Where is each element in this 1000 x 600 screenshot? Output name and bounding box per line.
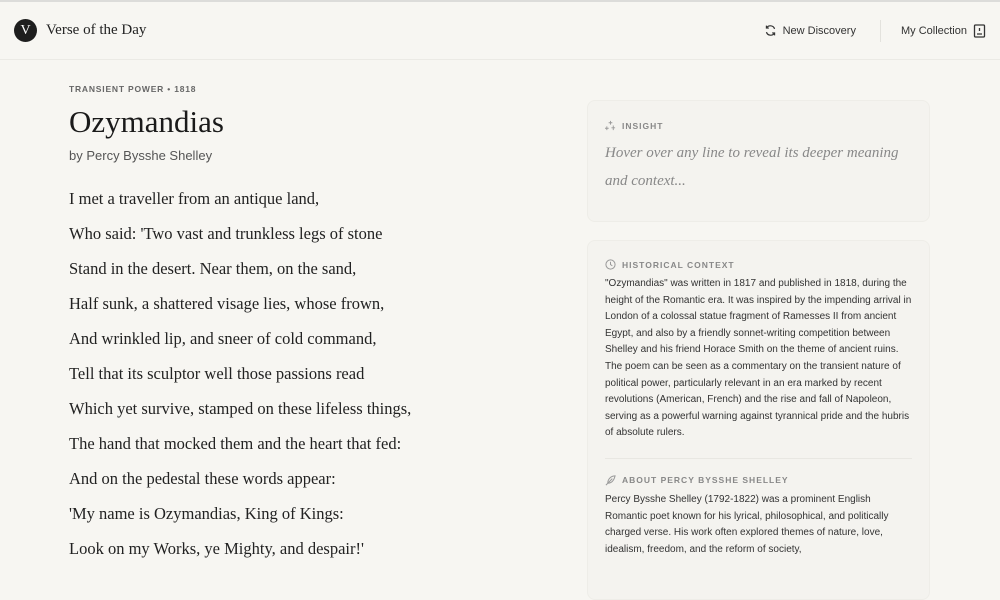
book-icon: [973, 24, 986, 38]
clock-icon: [605, 259, 616, 270]
my-collection-button[interactable]: [901, 24, 986, 38]
poem-theme-year: TRANSIENT POWER • 1818: [69, 84, 197, 94]
divider: [880, 20, 881, 42]
poem-line[interactable]: The hand that mocked them and the heart that fed:: [69, 434, 402, 453]
refresh-icon: [764, 24, 777, 37]
insight-hint: Hover over any line to reveal its deeper meaning and context...: [605, 145, 899, 189]
new-discovery-button[interactable]: [764, 24, 856, 37]
app-title[interactable]: Verse of the Day: [46, 22, 147, 38]
historical-context-label: HISTORICAL CONTEXT: [622, 259, 735, 270]
poem-title: Ozymandias: [69, 104, 224, 139]
about-author-text: Percy Bysshe Shelley (1792-1822) was a prominent English Romantic poet known for his lyrical, philosophical, and politically charged verse. His work often explored themes of nature, love, idealism, freedom, and the reform of society,: [605, 493, 889, 555]
insight-card: [587, 100, 930, 222]
poem-line[interactable]: And on the pedestal these words appear:: [69, 469, 336, 488]
about-author-label: ABOUT PERCY BYSSHE SHELLEY: [622, 475, 789, 486]
historical-context-text: "Ozymandias" was written in 1817 and published in 1818, during the height of the Romantic era. It was inspired by the impending arrival in London of a colossal statue fragment of Ramesses II from ancient Egypt, and also by a friendly sonnet-writing competition between Shelley and his friend Horace Smith on the theme of ancient ruins. The poem can be seen as a commentary on the transient nature of political power, particularly relevant in an era marked by recent revolutions (American, French) and the rise and fall of Napoleon, serving as a powerful warning against tyrannical pride and the hubris of absolute rulers.: [605, 278, 912, 439]
poem-line[interactable]: Look on my Works, ye Mighty, and despair!': [69, 539, 364, 558]
poem-line[interactable]: Who said: 'Two vast and trunkless legs of stone: [69, 224, 383, 243]
poem-lines: [69, 189, 549, 574]
insight-label: INSIGHT: [622, 120, 664, 131]
sparkle-icon: [605, 120, 616, 131]
my-collection-label: My Collection: [900, 24, 967, 37]
poem-line[interactable]: Stand in the desert. Near them, on the sand,: [69, 259, 357, 278]
app-header: [0, 2, 1000, 60]
poem-line[interactable]: Which yet survive, stamped on these lifeless things,: [69, 399, 412, 418]
poem-section: [69, 84, 549, 574]
feather-icon: [605, 475, 616, 486]
divider: [605, 458, 912, 459]
poem-line[interactable]: 'My name is Ozymandias, King of Kings:: [69, 504, 344, 523]
poem-author: by Percy Bysshe Shelley: [69, 148, 213, 163]
poem-line[interactable]: And wrinkled lip, and sneer of cold command,: [69, 329, 377, 348]
context-card: [587, 240, 930, 600]
poem-line[interactable]: Half sunk, a shattered visage lies, whose frown,: [69, 294, 385, 313]
logo[interactable]: V: [14, 19, 37, 42]
new-discovery-label: New Discovery: [782, 24, 856, 37]
poem-line[interactable]: I met a traveller from an antique land,: [69, 189, 320, 208]
poem-line[interactable]: Tell that its sculptor well those passions read: [69, 364, 365, 383]
